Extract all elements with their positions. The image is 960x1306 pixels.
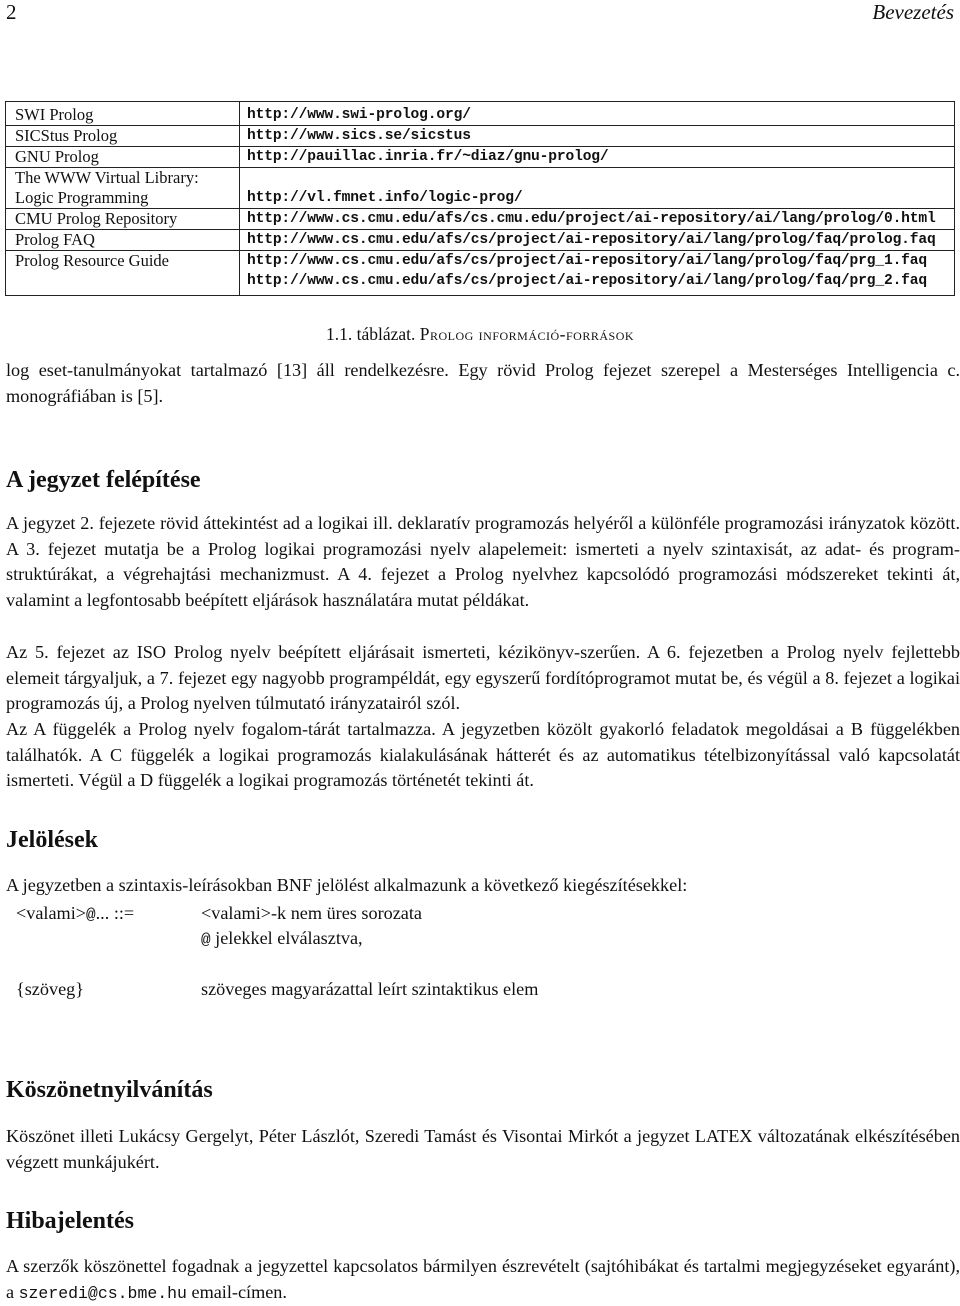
table-row <box>6 251 955 272</box>
bnf-symbol <box>16 903 134 924</box>
table-cell-url: http://www.cs.cmu.edu/afs/cs.cmu.edu/project/ai-repository/ai/lang/prolog/0.html <box>240 209 955 230</box>
table-row <box>6 188 955 209</box>
bnf-symbol-prefix: <valami> <box>16 903 87 923</box>
email-address[interactable]: szeredi@cs.bme.hu <box>18 1283 187 1303</box>
caption-title: Prolog információ-források <box>419 324 635 344</box>
table-row <box>6 102 955 126</box>
table-cell-name: Logic Programming <box>6 188 240 209</box>
error-reports-text-end: email-címen. <box>186 1281 287 1302</box>
table-cell-name: SWI Prolog <box>6 102 240 126</box>
heading-notation: Jelölések <box>6 827 98 853</box>
heading-acknowledgements: Köszönetnyilvánítás <box>6 1077 213 1103</box>
table-cell-name: GNU Prolog <box>6 147 240 168</box>
bnf-description: szöveges magyarázattal leírt szintaktikus elem <box>201 979 539 999</box>
bnf-at-sign: @ <box>86 906 96 924</box>
table-caption <box>0 324 960 345</box>
table-row <box>6 168 955 189</box>
table-row <box>6 147 955 168</box>
table-cell-name: Prolog Resource Guide <box>6 251 240 272</box>
table-cell-name: CMU Prolog Repository <box>6 209 240 230</box>
table-cell-url: http://www.sics.se/sicstus <box>240 126 955 147</box>
heading-structure: A jegyzet felépítése <box>6 467 201 493</box>
prolog-sources-table <box>5 101 955 296</box>
bnf-symbol-suffix: ... ::= <box>95 903 135 923</box>
table-cell-url: http://www.cs.cmu.edu/afs/cs/project/ai-repository/ai/lang/prolog/faq/prg_2.faq <box>247 273 928 289</box>
acknowledgements-text-end: változatának elkészítésében végzett munkájukért. <box>6 1126 960 1172</box>
structure-paragraph: Az 5. fejezet az ISO Prolog nyelv beépített eljárásait ismerteti, kézikönyv-szerűen. A 6. fejezetben a Prolog nyelv fejlettebb elemeit tárgyaljuk, a 7. fejezet egy nagyobb programpéldát, egy egyszerű fordítóprogramot mutat be, és végül a 8. fejezet a logikai programozás új, a Prolog nyelven túlmutató irányzatairól szól. <box>6 642 960 714</box>
heading-error-reports: Hibajelentés <box>6 1208 134 1234</box>
bnf-symbol: {szöveg} <box>16 979 84 999</box>
table-cell-name: Prolog FAQ <box>6 230 240 251</box>
notation-intro: A jegyzetben a szintaxis-leírásokban BNF jelölést alkalmazunk a következő kiegészítésekkel: <box>6 875 688 895</box>
chapter-title: Bevezetés <box>872 0 954 24</box>
table-cell-url: http://www.cs.cmu.edu/afs/cs/project/ai-repository/ai/lang/prolog/faq/prolog.faq <box>240 230 955 251</box>
bnf-description-cont <box>201 928 363 949</box>
bnf-at-sign: @ <box>201 931 211 949</box>
bnf-description: <valami>-k nem üres sorozata <box>201 903 423 923</box>
page-number: 2 <box>6 0 17 24</box>
structure-paragraph: Az A függelék a Prolog nyelv fogalom-tárát tartalmazza. A jegyzetben közölt gyakorló feladatok megoldásai a B függelékben találhatók. A C függelék a logikai programozás kialakulásának hátterét és az automatikus tételbizonyítással való kapcsolatát ismerteti. Végül a D függelék a logikai programozás történetét tekinti át. <box>6 719 960 791</box>
intro-paragraph: log eset-tanulmányokat tartalmazó [13] áll rendelkezésre. Egy rövid Prolog fejezet szerepel a Mesterséges Intelligencia c. monográfiában is [5]. <box>6 360 960 406</box>
caption-number: 1.1. táblázat. <box>325 324 416 344</box>
table-cell-name: The WWW Virtual Library: <box>6 168 240 189</box>
table-cell-name <box>6 271 240 296</box>
latex-logo: LATEX <box>694 1126 753 1146</box>
error-reports-paragraph <box>6 1254 960 1306</box>
table-cell-url: http://vl.fmnet.info/logic-prog/ <box>240 188 955 209</box>
table-cell-name: SICStus Prolog <box>6 126 240 147</box>
table-row <box>6 126 955 147</box>
error-reports-text: A szerzők köszönettel fogadnak a jegyzettel kapcsolatos bármilyen észrevételt (sajtóhibákat és tartalmi megjegyzéseket egyaránt), a <box>6 1256 960 1302</box>
table-row <box>6 209 955 230</box>
table-cell-url <box>240 168 955 189</box>
bnf-description-text: jelekkel elválasztva, <box>210 928 363 948</box>
table-cell-url: http://pauillac.inria.fr/~diaz/gnu-prolog/ <box>240 147 955 168</box>
acknowledgements-paragraph <box>6 1124 960 1175</box>
table-row <box>6 271 955 296</box>
table-row <box>6 230 955 251</box>
table-cell-url: http://www.cs.cmu.edu/afs/cs/project/ai-repository/ai/lang/prolog/faq/prg_1.faq <box>247 253 928 269</box>
table-cell-url: http://www.swi-prolog.org/ <box>240 102 955 126</box>
structure-paragraph: A jegyzet 2. fejezete rövid áttekintést ad a logikai ill. deklaratív programozás helyéről a különféle programozási irányzatok között. A 3. fejezet mutatja be a Prolog logikai programozási nyelv alapelemeit: ismerteti a nyelv szintaxisát, az adat- és program-struktúrákat, a végrehajtási mechanizmust. A 4. fejezet a Prolog nyelvhez kapcsolódó programozási módszereket tekinti át, valamint a legfontosabb beépített eljárások használatára mutat példákat. <box>6 513 960 610</box>
acknowledgements-text: Köszönet illeti Lukácsy Gergelyt, Péter Lászlót, Szeredi Tamást és Visontai Mirkót a jegyzet <box>6 1126 695 1146</box>
